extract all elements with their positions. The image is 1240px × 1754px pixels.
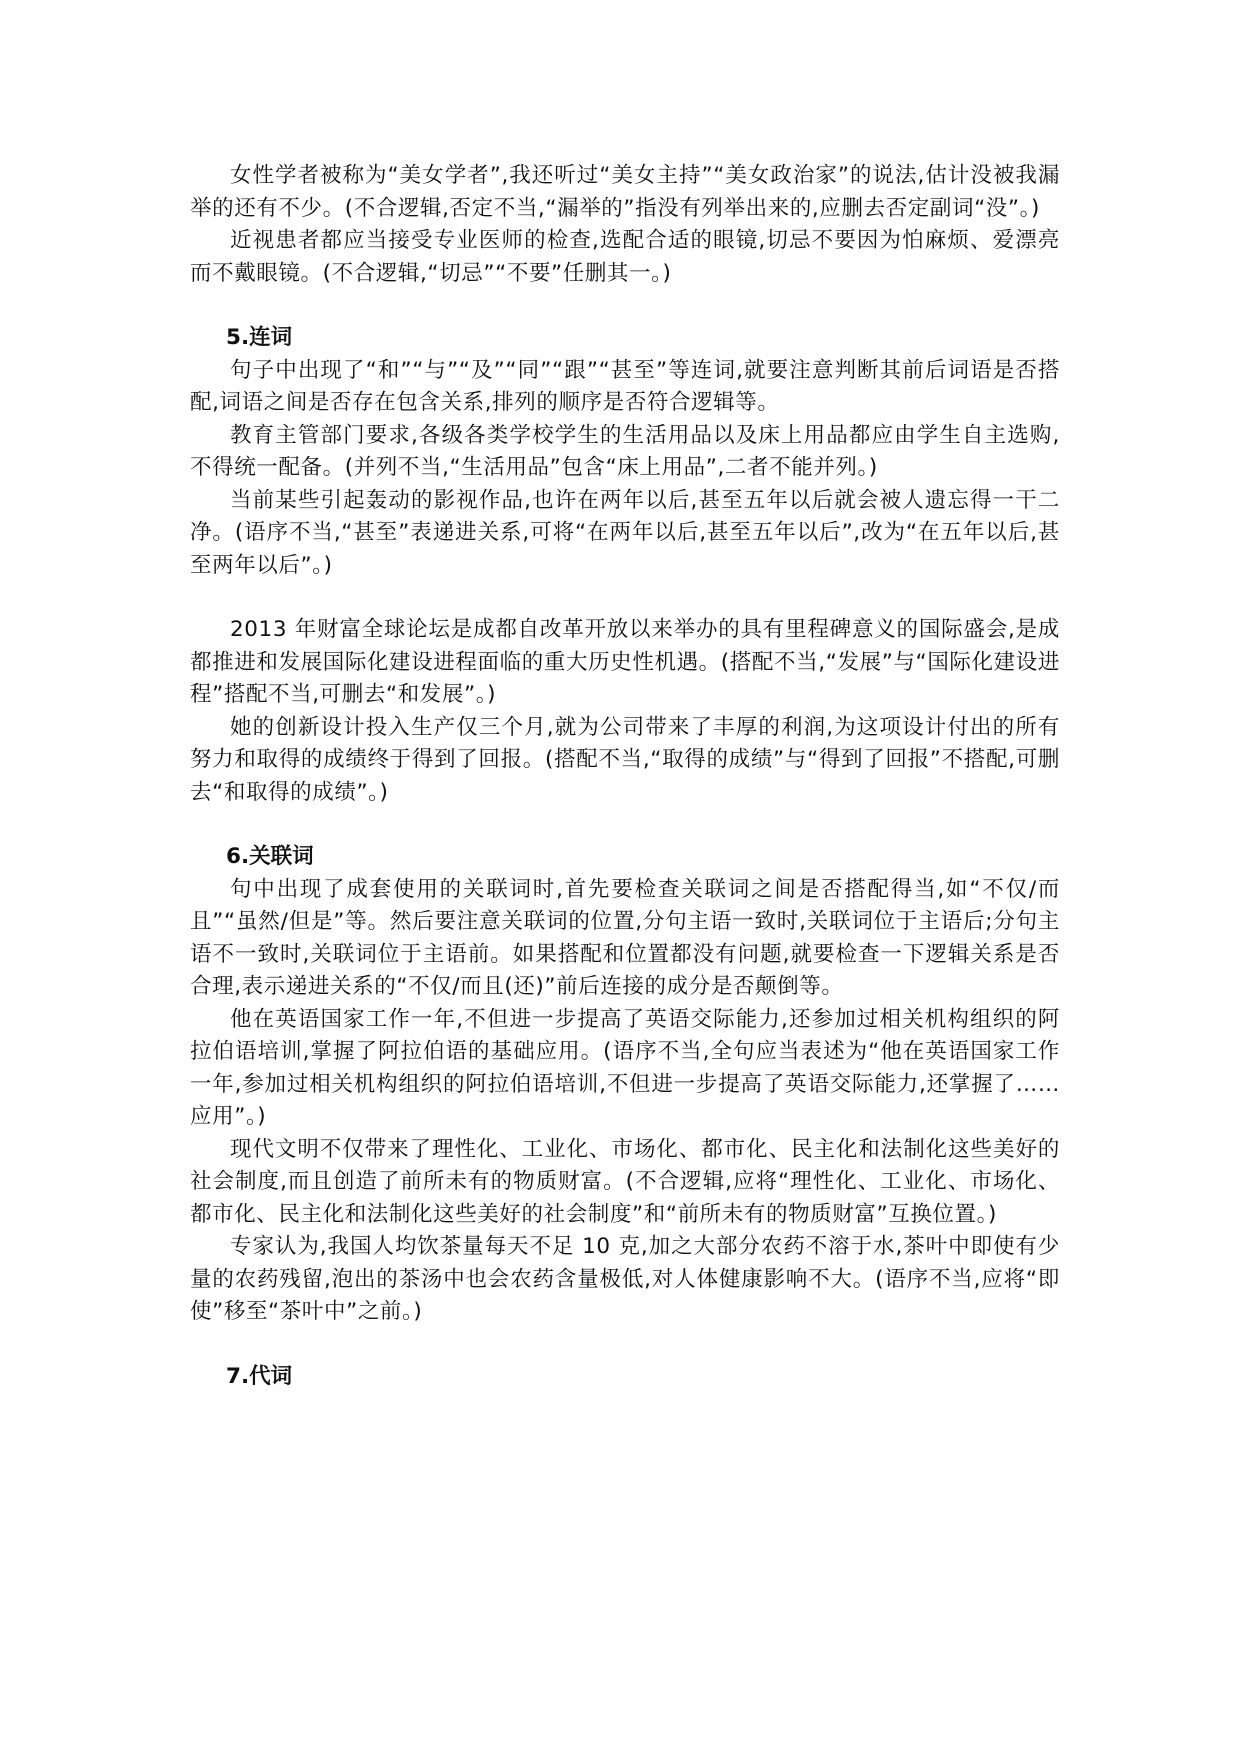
spacer [190,290,1060,322]
spacer [190,1329,1060,1361]
spacer [190,582,1060,614]
document-page [190,160,1060,1393]
paragraph-conjunction-intro: 句子中出现了“和”“与”“及”“同”“跟”“甚至”等连词,就要注意判断其前后词语是否搭配,词语之间是否存在包含关系,排列的顺序是否符合逻辑等。 [190,357,1060,415]
paragraph-correlative-intro: 句中出现了成套使用的关联词时,首先要检查关联词之间是否搭配得当,如“不仅/而且”“虽然/但是”等。然后要注意关联词的位置,分句主语一致时,关联词位于主语后;分句主语不一致时,关联词位于主语前。如果搭配和位置都没有问题,就要检查一下逻辑关系是否合理,表示递进关系的“不仅/而且(还)”前后连接的成分是否颠倒等。 [190,876,1060,999]
paragraph-conjunction-example-4: 她的创新设计投入生产仅三个月,就为公司带来了丰厚的利润,为这项设计付出的所有努力和取得的成绩终于得到了回报。(搭配不当,“取得的成绩”与“得到了回报”不搭配,可删去“和取得的成绩”。) [190,714,1060,805]
paragraph-correlative-example-3: 专家认为,我国人均饮茶量每天不足 10 克,加之大部分农药不溶于水,茶叶中即使有少量的农药残留,泡出的茶汤中也会农药含量极低,对人体健康影响不大。(语序不当,应将“即使”移至“茶叶中”之前。) [190,1234,1060,1324]
paragraph-negation-example-1: 女性学者被称为“美女学者”,我还听过“美女主持”“美女政治家”的说法,估计没被我漏举的还有不少。(不合逻辑,否定不当,“漏举的”指没有列举出来的,应删去否定副词“没”。) [190,163,1060,221]
spacer [190,809,1060,841]
paragraph-conjunction-example-3: 2013 年财富全球论坛是成都自改革开放以来举办的具有里程碑意义的国际盛会,是成都推进和发展国际化建设进程面临的重大历史性机遇。(搭配不当,“发展”与“国际化建设进程”搭配不当,可删去“和发展”。) [190,617,1060,707]
section-heading-conjunctions: 5.连词 [226,325,293,350]
section-heading-correlatives: 6.关联词 [226,844,314,869]
section-heading-pronouns: 7.代词 [226,1363,293,1389]
paragraph-correlative-example-1: 他在英语国家工作一年,不但进一步提高了英语交际能力,还参加过相关机构组织的阿拉伯语培训,掌握了阿拉伯语的基础应用。(语序不当,全句应当表述为“他在英语国家工作一年,参加过相关机构组织的阿拉伯语培训,不但进一步提高了英语交际能力,还掌握了……应用”。) [190,1006,1060,1129]
paragraph-correlative-example-2: 现代文明不仅带来了理性化、工业化、市场化、都市化、民主化和法制化这些美好的社会制度,而且创造了前所未有的物质财富。(不合逻辑,应将“理性化、工业化、市场化、都市化、民主化和法制化这些美好的社会制度”和“前所未有的物质财富”互换位置。) [190,1136,1060,1227]
paragraph-conjunction-example-2: 当前某些引起轰动的影视作品,也许在两年以后,甚至五年以后就会被人遗忘得一干二净。(语序不当,“甚至”表递进关系,可将“在两年以后,甚至五年以后”,改为“在五年以后,甚至两年以后”。) [190,487,1060,578]
paragraph-conjunction-example-1: 教育主管部门要求,各级各类学校学生的生活用品以及床上用品都应由学生自主选购,不得统一配备。(并列不当,“生活用品”包含“床上用品”,二者不能并列。) [190,422,1060,480]
paragraph-negation-example-2: 近视患者都应当接受专业医师的检查,选配合适的眼镜,切忌不要因为怕麻烦、爱漂亮而不戴眼镜。(不合逻辑,“切忌”“不要”任删其一。) [190,228,1060,286]
